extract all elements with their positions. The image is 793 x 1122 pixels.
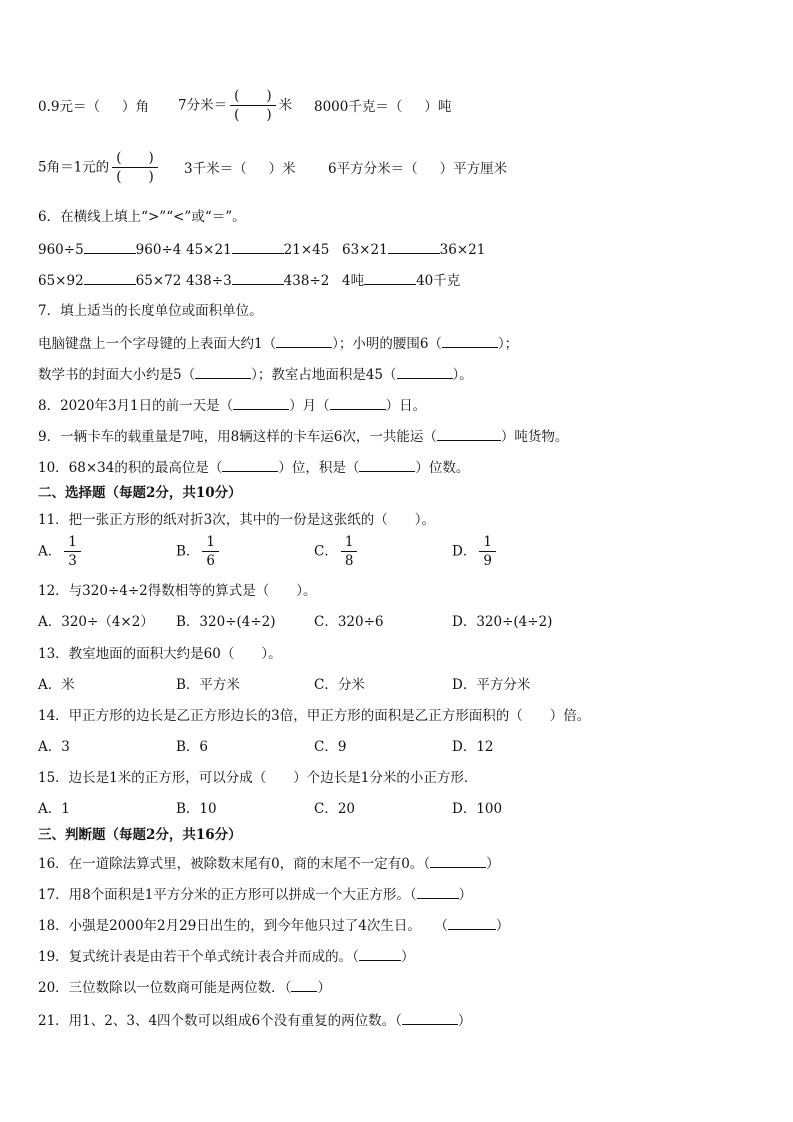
q10-blank-2[interactable] [359,457,415,472]
compare-left: 65×92 [38,273,84,289]
q5-b-suffix: 米 [278,97,293,114]
numerator: 1 [341,534,358,552]
q10-text-1: 10．68×34的积的最高位是（ [38,460,223,476]
compare-right: 438÷2 [283,273,330,289]
q10-blank-1[interactable] [222,457,278,472]
q21-close: ） [457,1013,472,1029]
q19-blank[interactable] [359,946,401,961]
q18-close: ） [495,918,510,934]
denominator: 6 [206,553,216,569]
denominator: 3 [68,553,77,569]
q7-line-2 [38,364,473,384]
q18-text: 18．小强是2000年2月29日出生的，到今年他只过了4次生日。 （ [38,918,448,934]
q11-option-c[interactable] [314,534,360,569]
q8-text-3: ）日。 [385,398,427,414]
q7-blank-1[interactable] [276,333,332,348]
q8-text-2: ）月（ [289,398,330,414]
numerator: 1 [64,534,81,552]
q7-blank-2[interactable] [442,333,498,348]
q5-a-prefix: 0.9元＝（ [38,99,100,115]
option-label: B． [176,543,200,560]
q7-line-1 [38,333,518,353]
q7-text-3: ）； [497,336,519,352]
q10-text-2: ）位，积是（ [278,460,360,476]
compare-left: 438÷3 [186,273,232,289]
q5-f-prefix: 6平方分米＝（ [328,161,418,177]
compare-right: 40千克 [416,273,461,289]
compare-blank[interactable] [232,270,284,285]
numerator: 1 [202,534,219,552]
q5-line-2-c [328,160,507,178]
q6-r2-c2 [186,270,329,290]
denominator: 8 [344,553,354,569]
q17-blank[interactable] [417,884,459,899]
option-fraction [341,534,358,569]
q21-line [38,1010,471,1030]
q6-title: 6．在横线上填上“>”“<”或“＝”。 [38,209,246,225]
q17-text: 17．用8个面积是1平方分米的正方形可以拼成一个大正方形。（ [38,887,417,903]
q14-option-b[interactable]: B．6 [176,739,209,755]
section-2-heading: 二、选择题（每题2分，共10分） [38,485,242,501]
q5-e-suffix: ）米 [268,161,296,177]
denominator: 9 [483,553,492,569]
q5-d-prefix: 5角＝1元的 [38,159,110,176]
q5-b-prefix: 7分米＝ [178,97,228,114]
q20-text: 20．三位数除以一位数商可能是两位数．（ [38,980,292,996]
q19-line [38,946,414,966]
q21-blank[interactable] [402,1010,458,1025]
q13-option-c[interactable]: C．分米 [314,677,365,693]
compare-left: 960÷5 [38,242,84,258]
q20-close: ） [317,980,331,996]
numerator: 1 [479,534,496,552]
q12-option-c[interactable]: C．320÷6 [314,614,384,630]
compare-left: 63×21 [342,242,388,258]
q14-option-c[interactable]: C．9 [314,739,347,755]
section-3-heading: 三、判断题（每题2分，共16分） [38,827,242,843]
q6-r2-c3 [342,270,460,290]
q13-option-d[interactable]: D．平方分米 [452,677,531,693]
q11-option-a[interactable] [38,534,84,569]
option-label: A． [38,543,62,560]
q12-option-d[interactable]: D．320÷(4÷2) [452,614,553,630]
q20-line [38,977,331,997]
q10-line [38,457,469,477]
compare-right: 960÷4 [135,242,182,258]
q19-text: 19．复式统计表是由若干个单式统计表合并而成的。（ [38,949,359,965]
q15-option-c[interactable]: C．20 [314,801,356,817]
q5-f-suffix: ）平方厘米 [439,161,508,177]
option-label: C． [314,543,338,560]
q5-a-suffix: ）角 [121,99,149,115]
option-fraction [64,534,81,569]
q11-stem: 11．把一张正方形的纸对折3次，其中的一份是这张纸的（ ）。 [38,512,436,528]
q7-text-4: 数学书的封面大小约是5（ [38,367,196,383]
q5-b-denominator: ( ) [234,107,272,123]
q6-r1-c3 [342,239,485,259]
q5-c-suffix: ）吨 [424,99,452,115]
q9-text-2: ）吨货物。 [500,429,569,445]
q11-option-d[interactable] [452,534,499,569]
q20-blank[interactable] [291,977,317,992]
q15-option-b[interactable]: B．10 [176,801,217,817]
q5-c-prefix: 8000千克＝（ [314,99,403,115]
q9-text-1: 9．一辆卡车的载重量是7吨，用8辆这样的卡车运6次，一共能运（ [38,429,437,445]
q13-option-b[interactable]: B．平方米 [176,677,240,693]
q8-line [38,395,426,415]
q12-option-b[interactable]: B．320÷(4÷2) [176,614,276,630]
compare-right: 21×45 [283,242,330,258]
q5-b-fraction[interactable] [230,88,276,123]
q8-blank-1[interactable] [233,395,289,410]
q16-blank[interactable] [430,853,486,868]
q10-text-3: ）位数。 [415,460,470,476]
compare-blank[interactable] [232,239,284,254]
q5-line-1-c [314,98,451,116]
q5-e-prefix: 3千米＝（ [184,161,247,177]
q5-b-numerator: ( ) [230,88,276,106]
compare-left: 45×21 [186,242,232,258]
q11-option-b[interactable] [176,534,222,569]
compare-blank[interactable] [84,239,136,254]
compare-blank[interactable] [364,270,416,285]
q7-text-6: ）。 [452,367,473,383]
option-label: D． [452,543,477,560]
option-fraction [202,534,219,569]
q7-text-1: 电脑键盘上一个字母键的上表面大约1（ [38,336,277,352]
q5-line-1-b [178,88,292,123]
q5-line-1 [38,98,149,116]
q17-close: ） [458,887,473,903]
q6-r1-c1 [38,239,181,259]
q5-d-numerator: ( ) [112,150,158,168]
q14-option-a[interactable]: A．3 [38,739,70,755]
q7-blank-4[interactable] [397,364,453,379]
q18-line [38,915,509,935]
q14-stem: 14．甲正方形的边长是乙正方形边长的3倍，甲正方形的面积是乙正方形面积的（ ）倍。 [38,708,591,724]
compare-blank[interactable] [388,239,440,254]
q15-option-d[interactable]: D．100 [452,801,503,817]
q9-line [38,426,568,446]
q13-stem: 13．教室地面的面积大约是60（ ）。 [38,646,282,662]
compare-right: 36×21 [439,242,486,258]
compare-left: 4吨 [342,273,365,289]
q5-line-2-b [184,160,296,178]
q8-blank-2[interactable] [330,395,386,410]
q15-option-a[interactable]: A．1 [38,801,70,817]
q15-stem: 15．边长是1米的正方形，可以分成（ ）个边长是1分米的小正方形． [38,770,478,786]
q7-blank-3[interactable] [195,364,251,379]
q16-close: ） [486,856,500,872]
q12-option-a[interactable]: A．320÷（4×2） [38,614,154,630]
option-fraction [479,534,496,569]
q16-line [38,853,500,873]
q21-text: 21．用1、2、3、4四个数可以组成6个没有重复的两位数。（ [38,1013,402,1029]
compare-blank[interactable] [84,270,136,285]
q13-option-a[interactable]: A．米 [38,677,75,693]
q16-text: 16．在一道除法算式里，被除数末尾有0，商的末尾不一定有0。（ [38,856,431,872]
q19-close: ） [400,949,415,965]
q6-r2-c1 [38,270,181,290]
compare-right: 65×72 [135,273,182,289]
q7-title: 7．填上适当的长度单位或面积单位。 [38,303,263,319]
q5-d-denominator: ( ) [116,169,154,185]
q9-blank[interactable] [437,426,501,441]
q14-option-d[interactable]: D．12 [452,739,494,755]
q17-line [38,884,472,904]
q12-stem: 12．与320÷4÷2得数相等的算式是（ ）。 [38,583,317,599]
q8-text-1: 8．2020年3月1日的前一天是（ [38,398,234,414]
q6-r1-c2 [186,239,329,259]
q18-blank[interactable] [448,915,496,930]
q5-line-2-a [38,150,161,185]
q5-d-fraction[interactable] [112,150,158,185]
q7-text-2: ）；小明的腰围6（ [332,336,442,352]
q7-text-5: ）；教室占地面积是45（ [251,367,397,383]
